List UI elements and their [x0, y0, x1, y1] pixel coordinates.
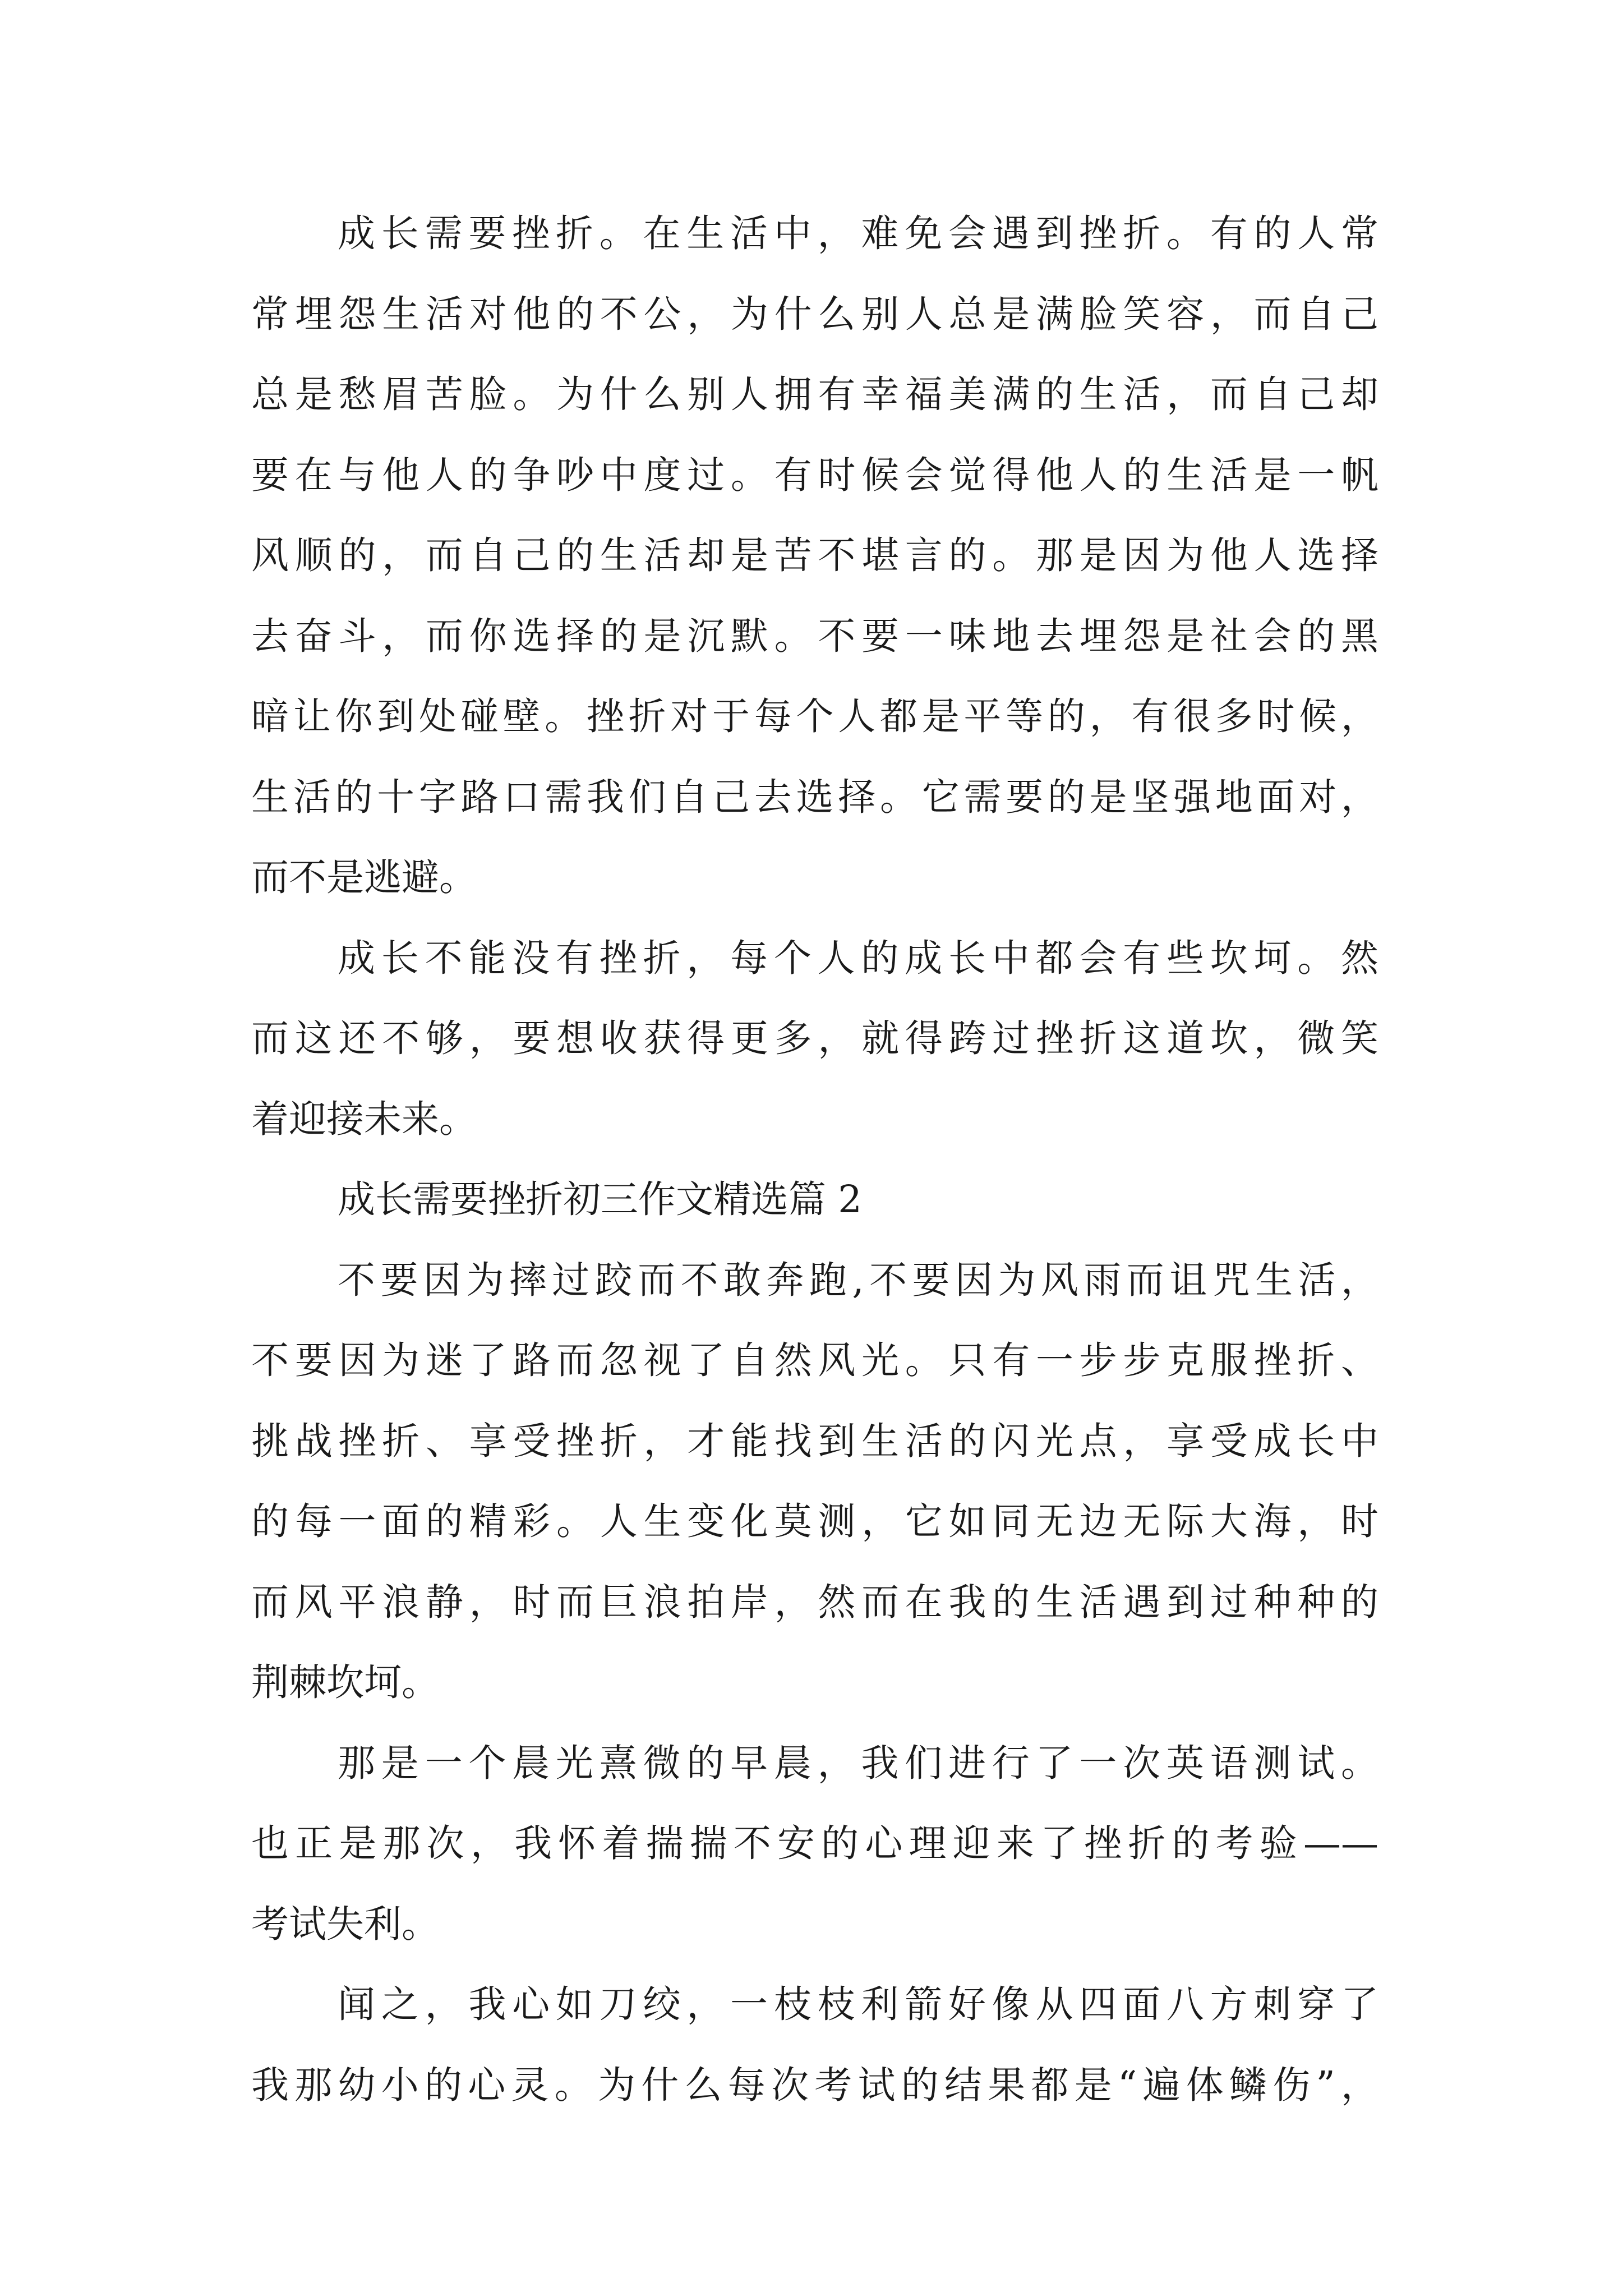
- text-line: 成长不能没有挫折，每个人的成长中都会有些坎坷。然: [338, 936, 1378, 980]
- text-line: 去奋斗，而你选择的是沉默。不要一味地去埋怨是社会的黑: [251, 614, 1378, 658]
- text-line: 不要因为摔过跤而不敢奔跑,不要因为风雨而诅咒生活，: [338, 1258, 1378, 1302]
- text-line: 的每一面的精彩。人生变化莫测，它如同无边无际大海，时: [251, 1499, 1378, 1543]
- text-line: 荆棘坎坷。: [251, 1660, 439, 1704]
- text-line: 我那幼小的心灵。为什么每次考试的结果都是“遍体鳞伤”，: [251, 2063, 1378, 2107]
- document-body: [251, 194, 1378, 2125]
- text-line: 要在与他人的争吵中度过。有时候会觉得他人的生活是一帆: [251, 453, 1378, 497]
- text-line: 常埋怨生活对他的不公，为什么别人总是满脸笑容，而自己: [251, 292, 1378, 336]
- text-line: 而风平浪静，时而巨浪拍岸，然而在我的生活遇到过种种的: [251, 1580, 1378, 1624]
- text-line: 成长需要挫折。在生活中，难免会遇到挫折。有的人常: [338, 211, 1378, 255]
- text-line: 暗让你到处碰壁。挫折对于每个人都是平等的，有很多时候，: [251, 694, 1378, 738]
- text-line: 而不是逃避。: [251, 855, 477, 899]
- text-line: 不要因为迷了路而忽视了自然风光。只有一步步克服挫折、: [251, 1338, 1378, 1382]
- text-line: 总是愁眉苦脸。为什么别人拥有幸福美满的生活，而自己却: [251, 372, 1378, 416]
- text-line: 着迎接未来。: [251, 1097, 477, 1141]
- text-line: 而这还不够，要想收获得更多，就得跨过挫折这道坎，微笑: [251, 1016, 1378, 1060]
- text-line: 考试失利。: [251, 1902, 439, 1946]
- text-line: 闻之，我心如刀绞，一枝枝利箭好像从四面八方刺穿了: [338, 1982, 1378, 2026]
- text-line: 那是一个晨光熹微的早晨，我们进行了一次英语测试。: [338, 1741, 1378, 1785]
- text-line: 挑战挫折、享受挫折，才能找到生活的闪光点，享受成长中: [251, 1419, 1378, 1463]
- text-line: 成长需要挫折初三作文精选篇 2: [338, 1177, 862, 1221]
- text-line: 风顺的，而自己的生活却是苦不堪言的。那是因为他人选择: [251, 533, 1378, 577]
- text-line: 生活的十字路口需我们自己去选择。它需要的是坚强地面对，: [251, 775, 1378, 819]
- text-line: 也正是那次，我怀着揣揣不安的心理迎来了挫折的考验——: [251, 1821, 1378, 1865]
